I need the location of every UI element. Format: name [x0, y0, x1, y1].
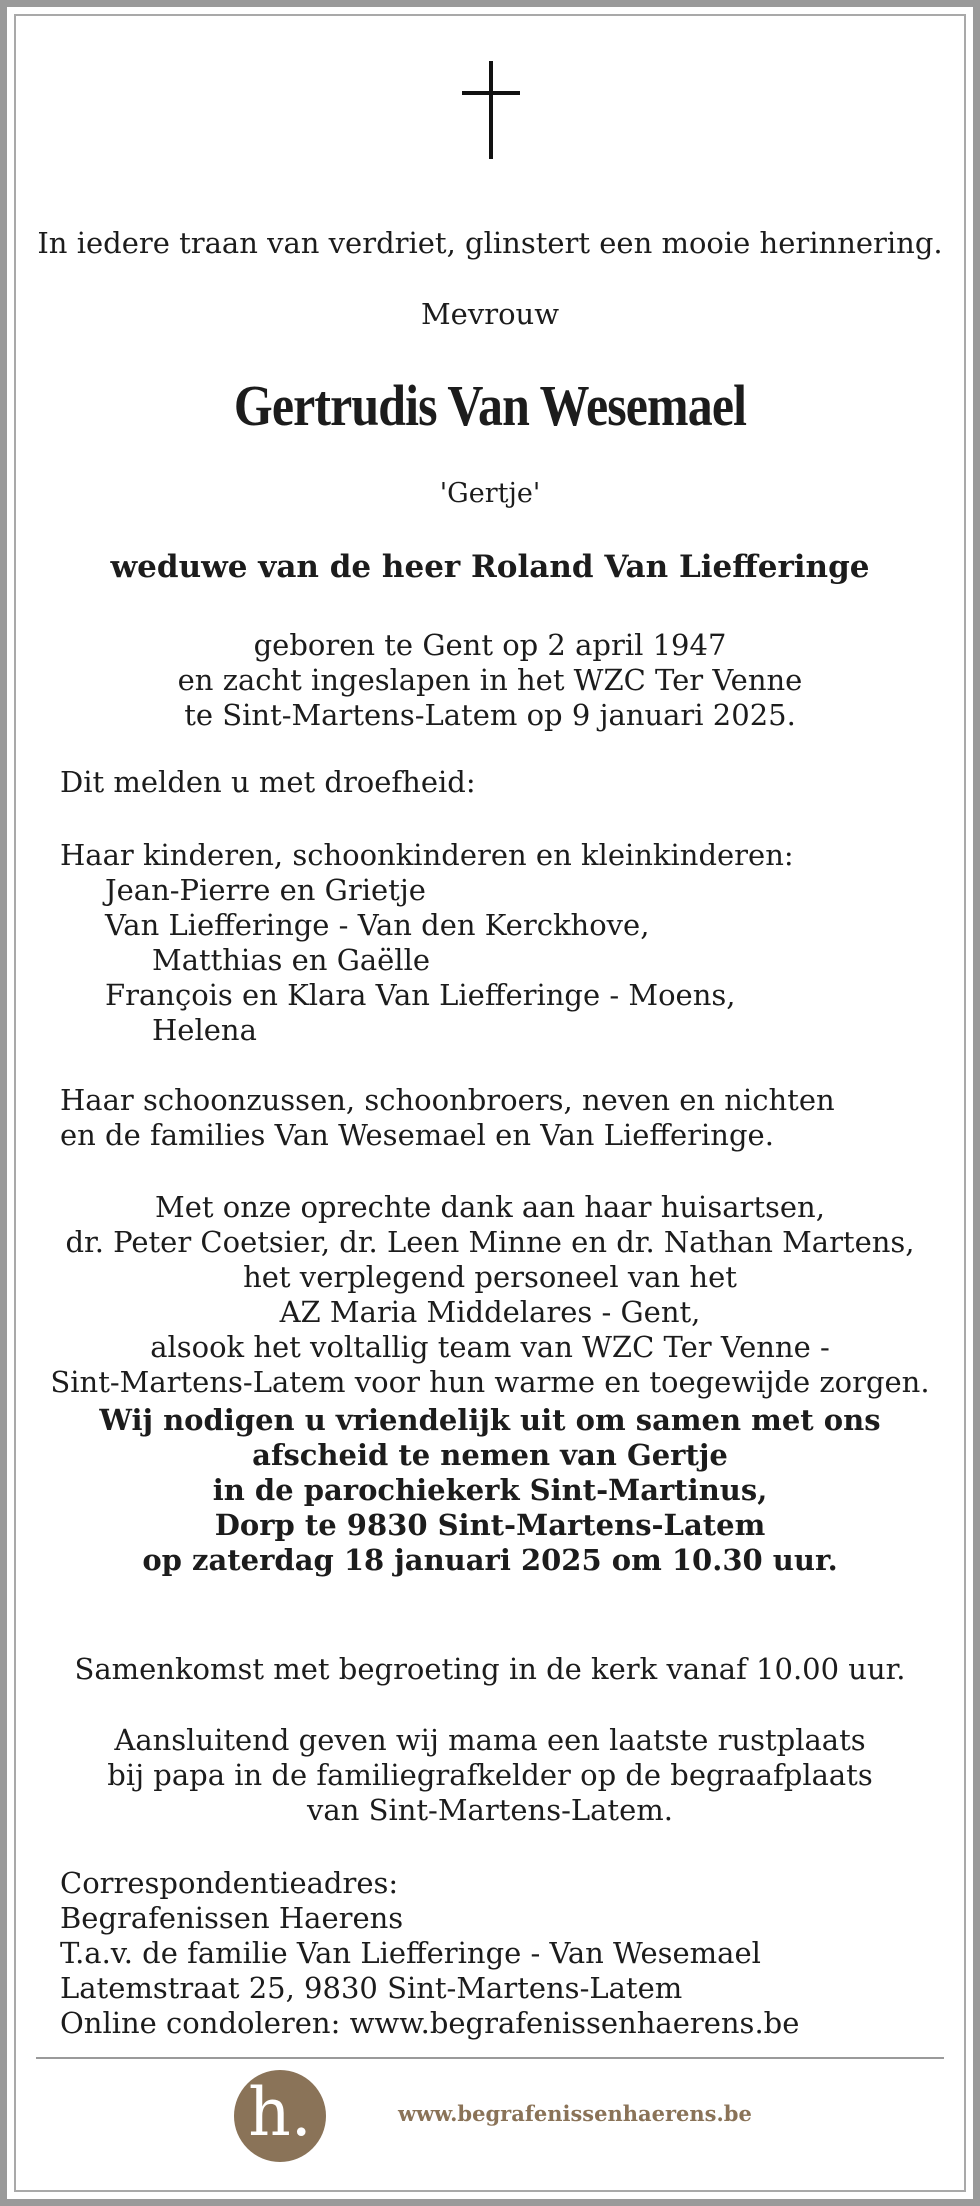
thanks-line: Sint-Martens-Latem voor hun warme en toegewijde zorgen.	[50, 1365, 930, 1399]
cross-icon	[462, 61, 520, 159]
invitation-line: Dorp te 9830 Sint-Martens-Latem	[214, 1508, 766, 1542]
footer-divider	[36, 2057, 944, 2059]
date-line: geboren te Gent op 2 april 1947	[253, 628, 727, 662]
address-line: T.a.v. de familie Van Liefferinge - Van Wesemael	[60, 1936, 761, 1970]
date-line: te Sint-Martens-Latem op 9 januari 2025.	[184, 698, 796, 732]
address-line: Latemstraat 25, 9830 Sint-Martens-Latem	[60, 1971, 683, 2005]
opening-quote: In iedere traan van verdriet, glinstert een mooie herinnering.	[37, 226, 943, 260]
address-line: Online condoleren: www.begrafenissenhaerens.be	[60, 2006, 800, 2040]
thanks-line: dr. Peter Coetsier, dr. Leen Minne en dr. Nathan Martens,	[65, 1225, 915, 1259]
gathering-info: Samenkomst met begroeting in de kerk vanaf 10.00 uur.	[74, 1652, 906, 1686]
funeral-invitation	[30, 1403, 950, 1578]
nickname: 'Gertje'	[439, 478, 541, 509]
honorific: Mevrouw	[420, 297, 560, 331]
burial-info	[30, 1723, 950, 1828]
address-line: Begrafenissen Haerens	[60, 1901, 404, 1935]
list-item: Van Liefferinge - Van den Kerckhove,	[105, 908, 650, 942]
thanks-line: het verplegend personeel van het	[243, 1260, 737, 1294]
list-item: François en Klara Van Liefferinge - Moens,	[105, 978, 736, 1012]
announcement: Dit melden u met droefheid:	[60, 765, 476, 799]
list-item: Matthias en Gaëlle	[152, 943, 431, 977]
invitation-line: Wij nodigen u vriendelijk uit om samen met ons	[99, 1403, 881, 1437]
family-line: en de families Van Wesemael en Van Liefferinge.	[60, 1118, 774, 1152]
life-dates	[30, 628, 950, 733]
burial-line: bij papa in de familiegrafkelder op de begraafplaats	[107, 1758, 873, 1792]
extended-family	[60, 1083, 940, 1153]
correspondence-address	[60, 1866, 940, 2041]
date-line: en zacht ingeslapen in het WZC Ter Venne	[177, 663, 803, 697]
list-item: Jean-Pierre en Grietje	[105, 873, 426, 907]
burial-line: Aansluitend geven wij mama een laatste rustplaats	[114, 1723, 866, 1757]
deceased-name: Gertrudis Van Wesemael	[233, 373, 747, 438]
address-line: Correspondentieadres:	[60, 1866, 399, 1900]
family-line: Haar schoonzussen, schoonbroers, neven en nichten	[60, 1083, 835, 1117]
invitation-line: in de parochiekerk Sint-Martinus,	[212, 1473, 768, 1507]
invitation-line: op zaterdag 18 januari 2025 om 10.30 uur.	[142, 1543, 838, 1577]
children-heading: Haar kinderen, schoonkinderen en kleinkinderen:	[60, 838, 794, 872]
thanks-paragraph	[30, 1190, 950, 1400]
burial-line: van Sint-Martens-Latem.	[307, 1793, 673, 1827]
thanks-line: alsook het voltallig team van WZC Ter Venne -	[150, 1330, 830, 1364]
children-list	[60, 838, 940, 1048]
list-item: Helena	[152, 1013, 257, 1047]
widow-of: weduwe van de heer Roland Van Liefferinge	[110, 549, 870, 585]
thanks-line: Met onze oprechte dank aan haar huisartsen,	[155, 1190, 825, 1224]
thanks-line: AZ Maria Middelares - Gent,	[279, 1295, 701, 1329]
footer-website-link[interactable]: www.begrafenissenhaerens.be	[398, 2101, 752, 2126]
invitation-line: afscheid te nemen van Gertje	[252, 1438, 728, 1472]
funeral-home-logo: h.	[234, 2070, 326, 2162]
